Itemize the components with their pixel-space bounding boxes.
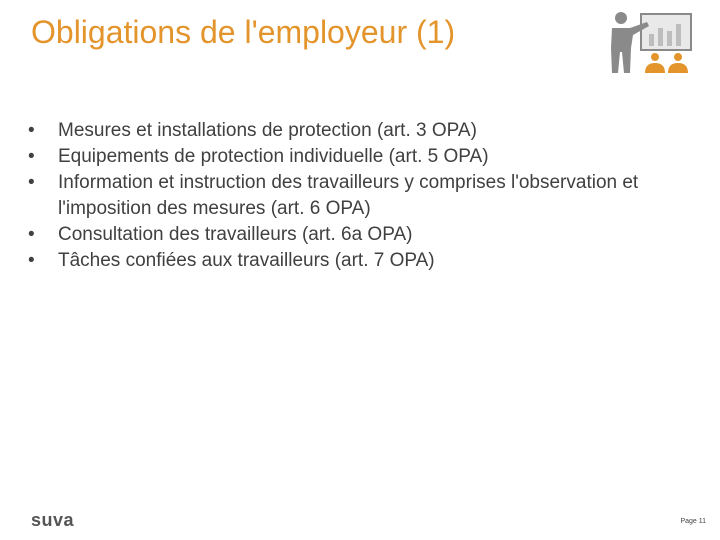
list-item	[28, 118, 648, 144]
page-number: Page 11	[680, 518, 706, 525]
bullet-list	[28, 118, 648, 274]
presenter-at-board-icon	[603, 10, 698, 75]
suva-logo: suva	[31, 510, 75, 530]
list-item	[28, 170, 648, 222]
bullet-text: Information et instruction des travailleurs y comprises l'observation et l'imposition des mesures (art. 6 OPA)	[58, 172, 639, 219]
slide-title: Obligations de l'employeur (1)	[31, 14, 456, 50]
list-item	[28, 248, 648, 274]
bullet-dot: •	[28, 146, 35, 167]
list-item	[28, 144, 648, 170]
bullet-text: Equipements de protection individuelle (art. 5 OPA)	[58, 146, 489, 167]
bullet-dot: •	[28, 172, 35, 193]
bullet-text: Tâches confiées aux travailleurs (art. 7 OPA)	[58, 250, 435, 271]
bullet-text: Mesures et installations de protection (art. 3 OPA)	[58, 120, 477, 141]
bullet-dot: •	[28, 120, 35, 141]
bullet-dot: •	[28, 250, 35, 271]
bullet-dot: •	[28, 224, 35, 245]
bullet-text: Consultation des travailleurs (art. 6a OPA)	[58, 224, 413, 245]
list-item	[28, 222, 648, 248]
